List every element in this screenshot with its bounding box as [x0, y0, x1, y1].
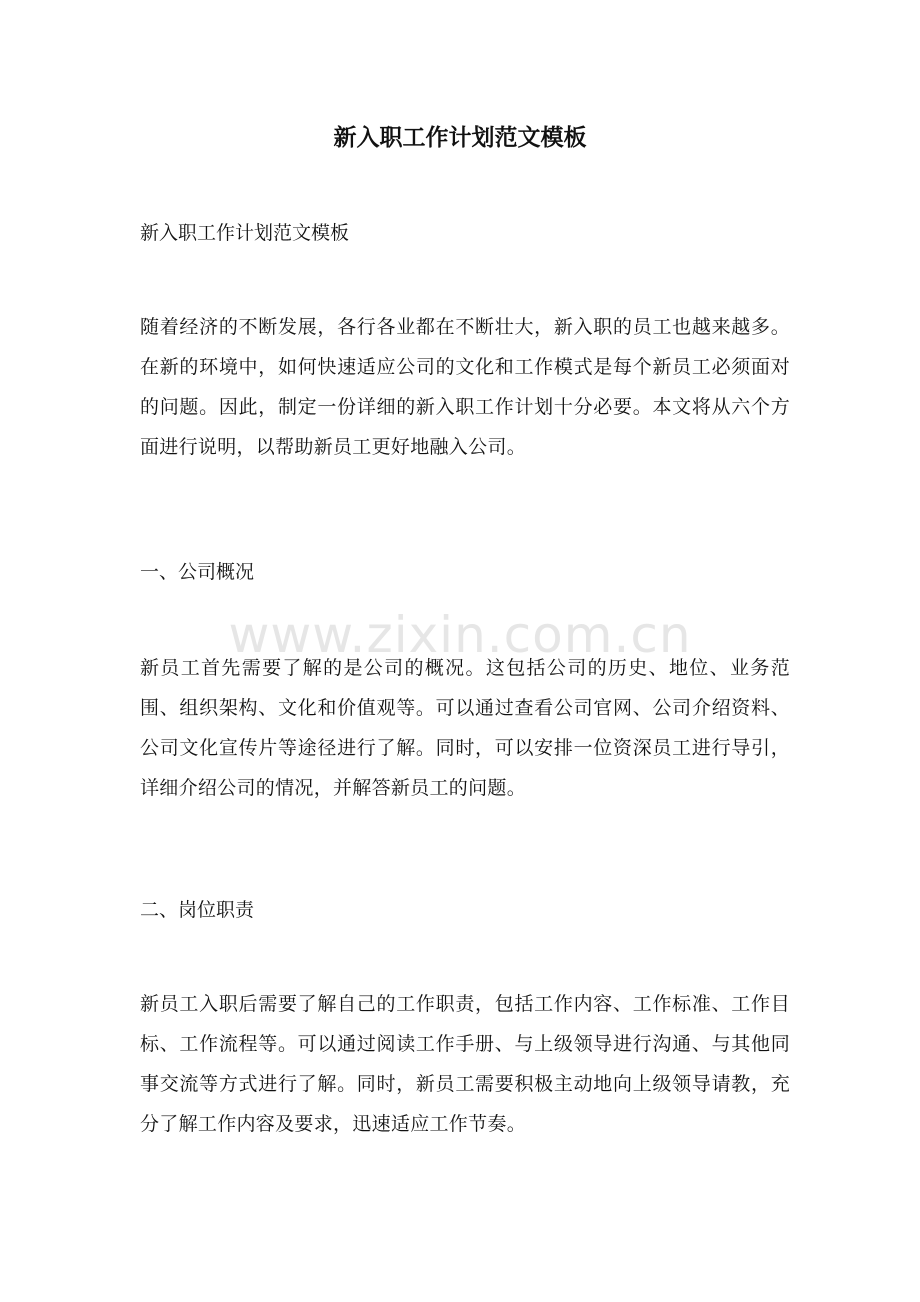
document-title: 新入职工作计划范文模板: [333, 124, 587, 151]
section-body-job-duties: 新员工入职后需要了解自己的工作职责，包括工作内容、工作标准、工作目标、工作流程等。可以通过阅读工作手册、与上级领导进行沟通、与其他同事交流等方式进行了解。同时，新员工需要积极主动地向上级领导请教，充分了解工作内容及要求，迅速适应工作节奏。: [140, 993, 790, 1135]
section-heading-company-overview: 一、公司概况: [140, 561, 255, 583]
section-body-company-overview: 新员工首先需要了解的是公司的概况。这包括公司的历史、地位、业务范围、组织架构、文化和价值观等。可以通过查看公司官网、公司介绍资料、公司文化宣传片等途径进行了解。同时，可以安排一位资深员工进行导引，详细介绍公司的情况，并解答新员工的问题。: [140, 657, 790, 799]
intro-paragraph: 随着经济的不断发展，各行各业都在不断壮大，新入职的员工也越来越多。在新的环境中，如何快速适应公司的文化和工作模式是每个新员工必须面对的问题。因此，制定一份详细的新入职工作计划十分必要。本文将从六个方面进行说明，以帮助新员工更好地融入公司。: [140, 316, 790, 458]
section-heading-job-duties: 二、岗位职责: [140, 899, 255, 921]
watermark: www.zixin.com.cn: [228, 606, 692, 664]
document-subtitle: 新入职工作计划范文模板: [140, 222, 350, 244]
